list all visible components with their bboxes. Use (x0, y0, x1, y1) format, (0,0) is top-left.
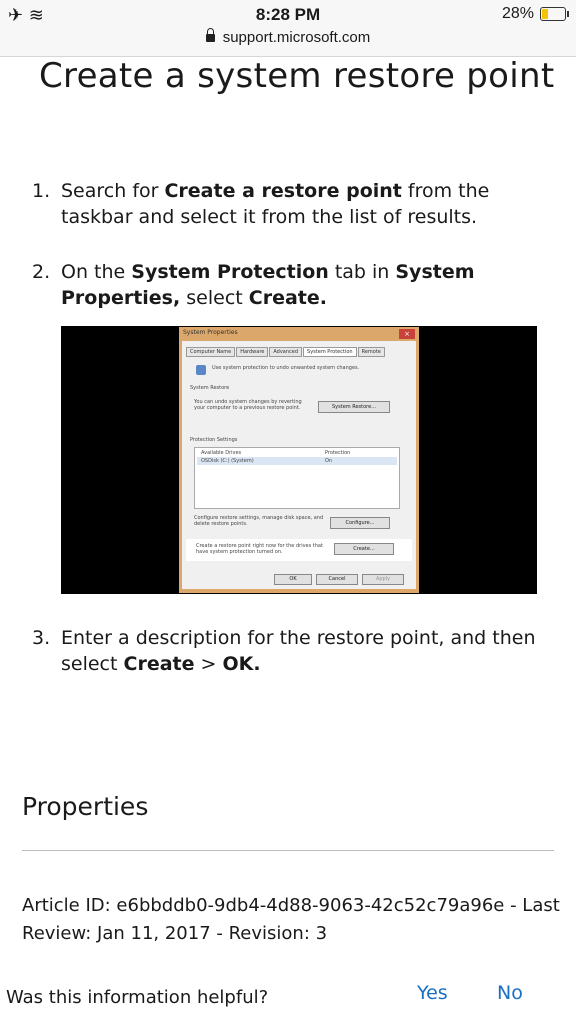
step-text (61, 625, 541, 677)
create-highlight (186, 539, 412, 561)
step-plain-text: select (180, 287, 249, 309)
battery-fill (542, 9, 548, 19)
step-number: 1. (32, 180, 51, 202)
feedback-no-link[interactable]: No (497, 982, 523, 1004)
system-restore-button: System Restore... (318, 401, 390, 413)
url-text: support.microsoft.com (222, 29, 371, 46)
dialog-tab: Remote (358, 347, 385, 357)
dialog-window (179, 327, 419, 593)
divider (22, 850, 554, 851)
step-text (61, 259, 541, 311)
drive-row (197, 457, 397, 465)
drive-name: OSDisk (C:) (System) (201, 458, 254, 464)
properties-heading: Properties (22, 792, 149, 821)
battery-icon (540, 7, 566, 21)
article-metadata: Article ID: e6bbddb0-9db4-4d88-9063-42c52c79a96e - Last Review: Jan 11, 2017 - Revision: 3 (22, 895, 560, 944)
dialog-body (182, 341, 416, 589)
dialog-tab: System Protection (303, 347, 357, 357)
close-icon: × (399, 329, 415, 339)
apply-button: Apply (362, 574, 404, 585)
dialog-tabs (186, 347, 386, 357)
lock-icon (206, 34, 215, 42)
drives-list (194, 447, 400, 509)
step-plain-text: > (194, 653, 223, 675)
feedback-question: Was this information helpful? (6, 987, 269, 1008)
status-bar (0, 0, 576, 57)
intro-text: Use system protection to undo unwanted system changes. (212, 365, 360, 371)
system-protection-icon (196, 365, 206, 375)
dialog-tab: Advanced (269, 347, 302, 357)
dialog-title: System Properties (183, 329, 238, 336)
dialog-tab: Computer Name (186, 347, 235, 357)
system-properties-screenshot (61, 326, 537, 594)
step-plain-text: tab in (328, 261, 396, 283)
create-button: Create... (334, 543, 394, 555)
step-number: 2. (32, 261, 51, 283)
battery-percent: 28% (501, 5, 534, 22)
step-bold-text: Create. (248, 287, 327, 309)
configure-button: Configure... (330, 517, 390, 529)
ok-button: OK (274, 574, 312, 585)
create-text: Create a restore point right now for the drives that have system protection turned on. (196, 543, 323, 555)
restore-heading: System Restore (190, 385, 230, 391)
feedback-yes-link[interactable]: Yes (417, 982, 448, 1004)
configure-text: Configure restore settings, manage disk space, and delete restore points. (194, 515, 324, 527)
col-drives: Available Drives (201, 450, 242, 456)
col-protection: Protection (325, 450, 351, 456)
airplane-wifi-icons: ✈ ≋ (8, 5, 44, 26)
protection-settings-heading: Protection Settings (190, 437, 238, 443)
step-number: 3. (32, 627, 51, 649)
step-plain-text: from the taskbar and select it from the list of results. (61, 180, 490, 228)
step-text (61, 178, 541, 230)
step-plain-text: On the (61, 261, 132, 283)
restore-text: You can undo system changes by reverting your computer to a previous restore point. (194, 399, 302, 411)
step-plain-text: Enter a description for the restore point, and then select (61, 627, 536, 675)
step-bold-text: System Properties, (61, 261, 475, 309)
dialog-tab: Hardware (236, 347, 268, 357)
cancel-button: Cancel (316, 574, 358, 585)
page-title: Create a system restore point (39, 56, 555, 96)
step-bold-text: Create a restore point (164, 180, 402, 202)
step-plain-text: Search for (61, 180, 165, 202)
drive-protection: On (325, 458, 333, 464)
address-bar[interactable] (0, 29, 576, 46)
step-bold-text: System Protection (131, 261, 329, 283)
step-bold-text: OK. (222, 653, 261, 675)
status-time: 8:28 PM (255, 5, 321, 24)
battery-indicator (502, 5, 566, 23)
step-bold-text: Create (123, 653, 195, 675)
